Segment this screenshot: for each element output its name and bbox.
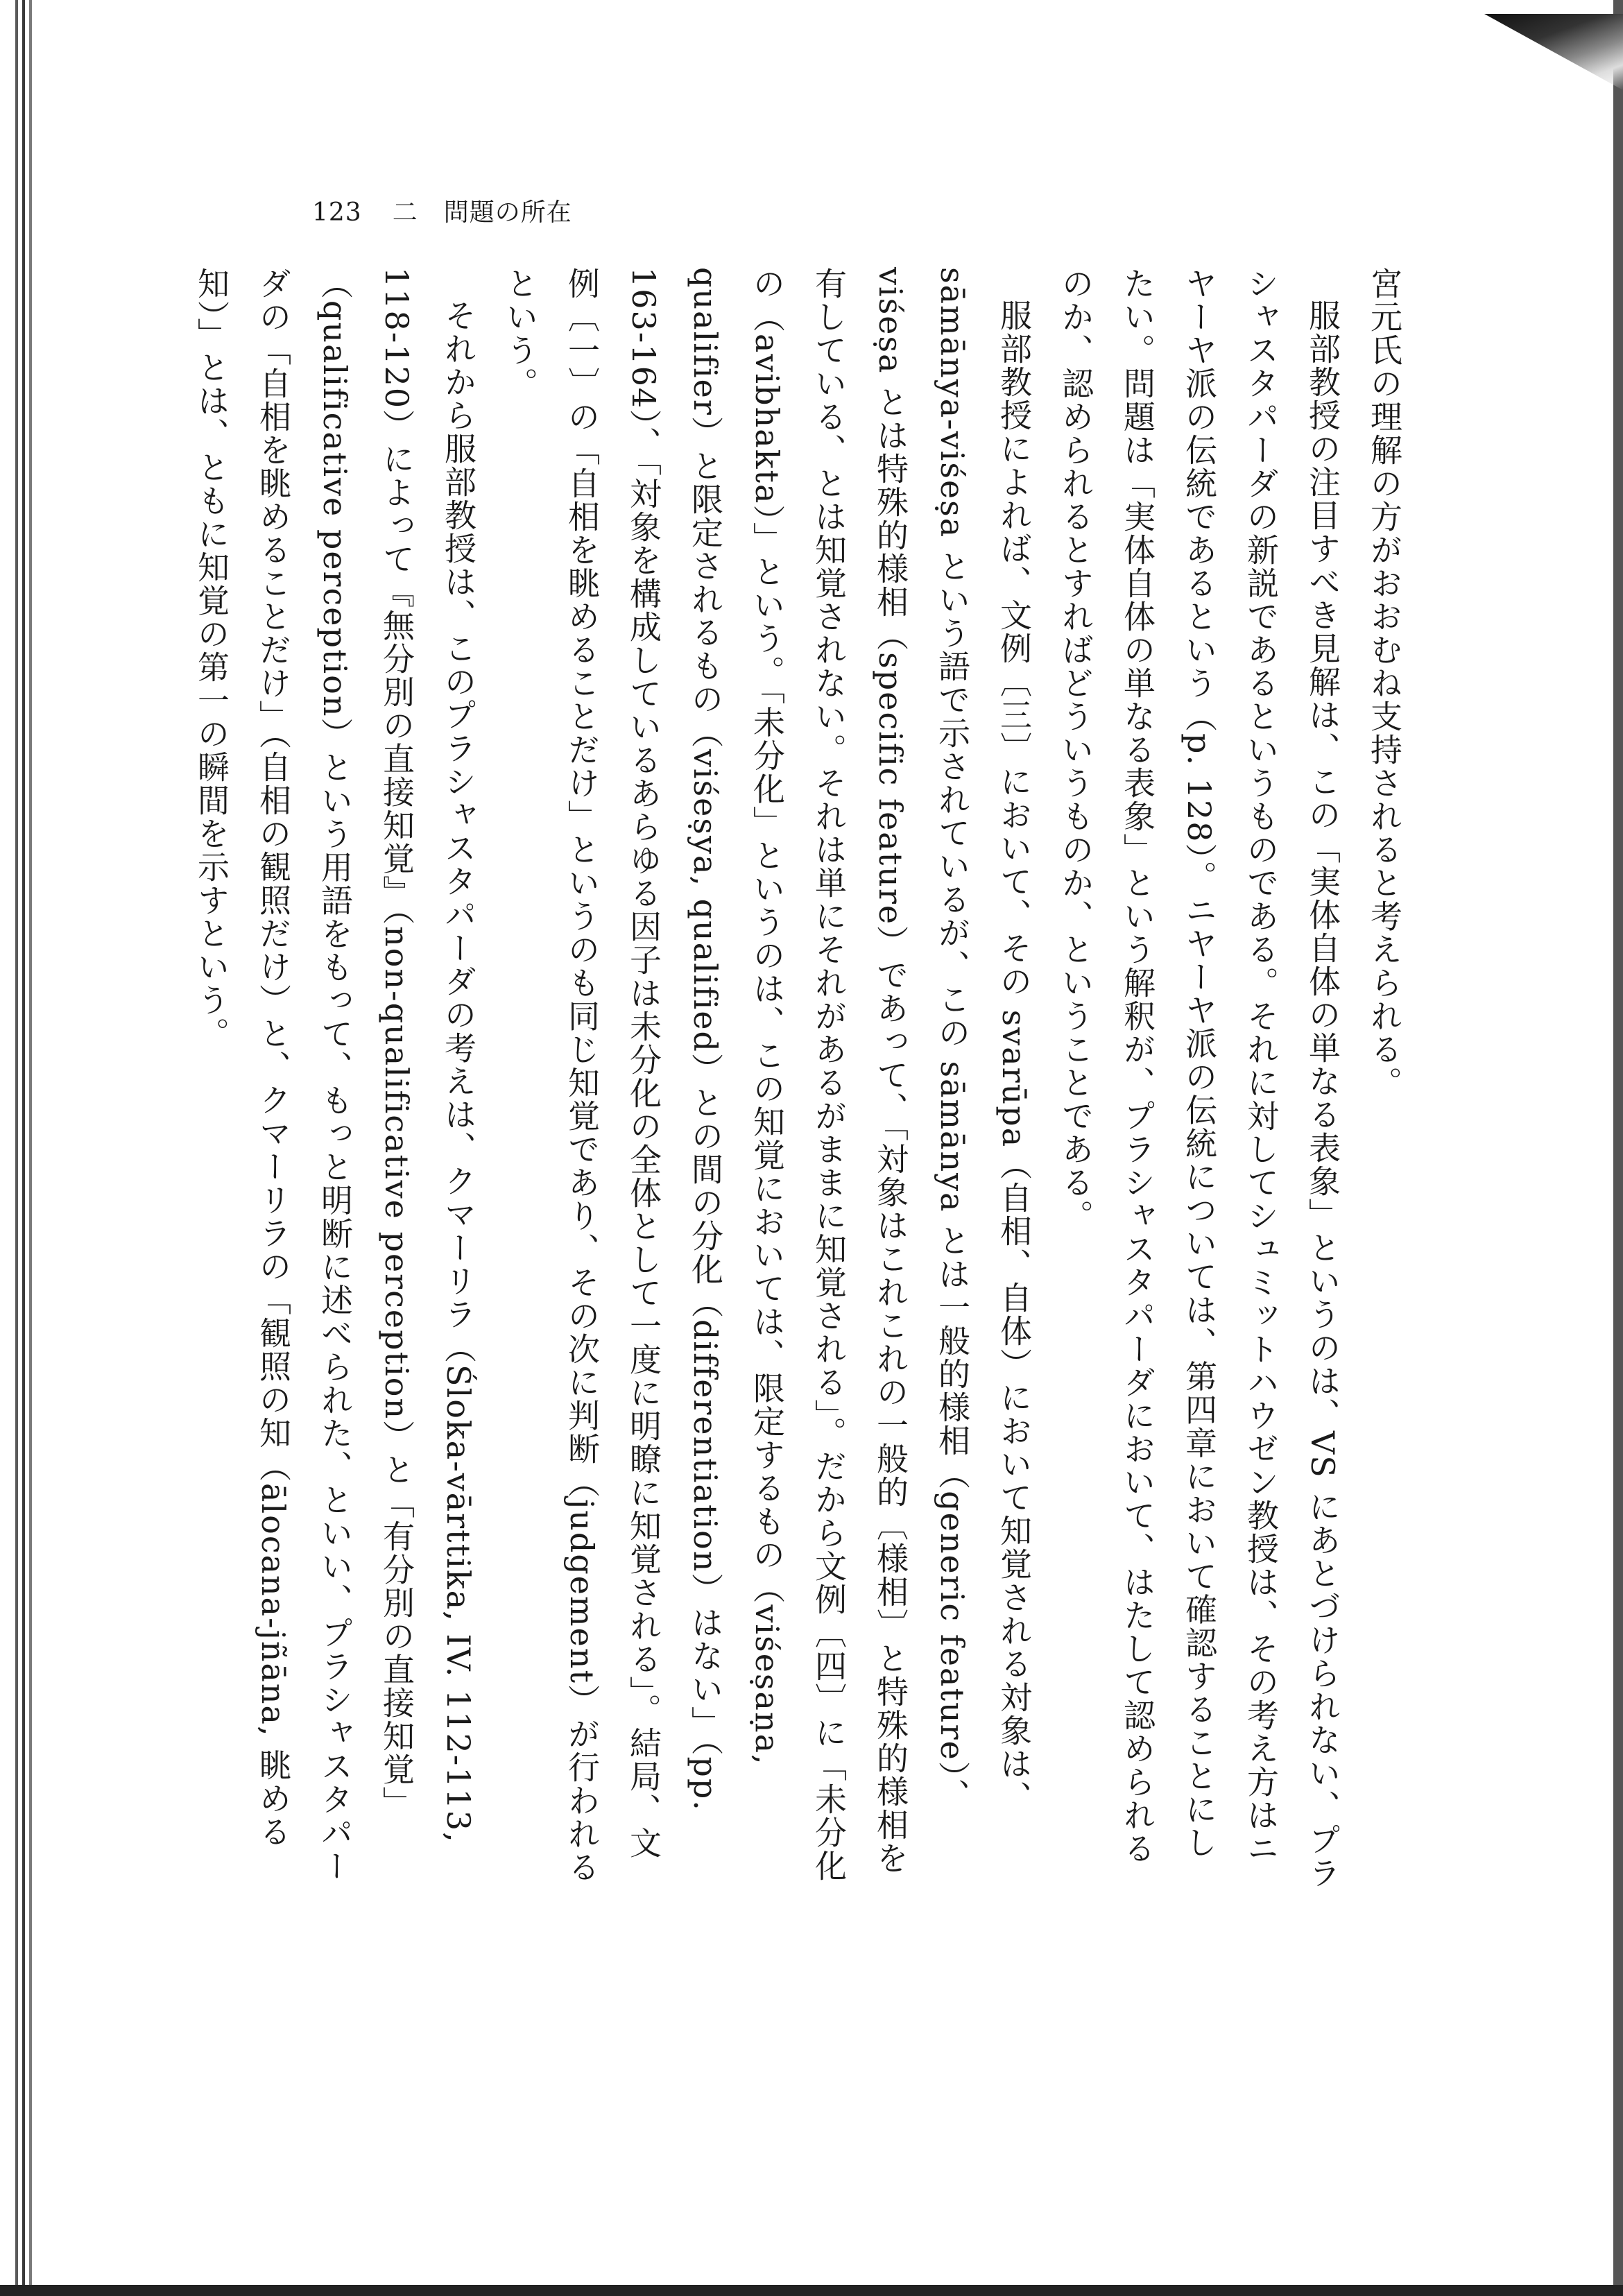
- running-head: [312, 193, 572, 228]
- paragraph: それから服部教授は、このプラシャスタパーダの考えは、クマーリラ（Śloka-vārttika, IV. 112-113, 118-120）によって『無分別の直接知覚』（non-qualificative perception）と「有分別の直接知覚」（qualificative perception）という用語をもって、もっと明断に述べられた、といい、プラシャスタパーダの「自相を眺めることだけ」（自相の観照だけ）と、クマーリラの「観照の知（ālocana-jñāna, 眺める知）」とは、ともに知覚の第一の瞬間を示すという。: [193, 267, 477, 1883]
- paragraph: 服部教授によれば、文例〔三〕において、その svarūpa（自相、自体）において知覚される対象は、sāmānya-viśeṣa という語で示されているが、この sāmānya とは一般的様相（generic feature）、viśeṣa とは特殊的様相（specific feature）であって、「対象はこれこれの一般的〔様相〕と特殊的様相を有している、とは知覚されない。それは単にそれがあるがままに知覚される」。だから文例〔四〕に「未分化の（avibhakta）」という。「未分化」というのは、この知覚においては、限定するもの（viśeṣaṇa, qualifier）と限定されるもの（viśeṣya, qualified）との間の分化（differentiation）はない」（pp. 163-164）、「対象を構成しているあらゆる因子は未分化の全体として一度に明瞭に知覚される」。結局、文例〔一〕の「自相を眺めることだけ」というのも同じ知覚であり、その次に判断（judgement）が行われるという。: [501, 267, 1033, 1884]
- paragraph: 服部教授の注目すべき見解は、この「実体自体の単なる表象」というのは、VS にあとづけられない、プラシャスタパーダの新説であるというものである。それに対してシュミットハウゼン教授は、その考え方はニヤーヤ派の伝統であるという（p. 128）。ニヤーヤ派の伝統については、第四章において確認することにしたい。問題は「実体自体の単なる表象」という解釈が、プラシャスタパーダにおいて、はたして認められるのか、認められるとすればどういうものか、ということである。: [1057, 267, 1341, 1890]
- page-number: 123: [312, 198, 362, 227]
- paragraph: 宮元氏の理解の方がおおむね支持されると考えられる。: [1366, 267, 1403, 1099]
- scan-right-edge: [1613, 0, 1623, 2296]
- section-title: 二 問題の所在: [392, 198, 572, 227]
- body-text: [193, 267, 1415, 1890]
- page-corner-shadow: [1484, 14, 1623, 90]
- scan-binding-edge: [15, 0, 36, 2296]
- scan-bottom-edge: [0, 2285, 1623, 2296]
